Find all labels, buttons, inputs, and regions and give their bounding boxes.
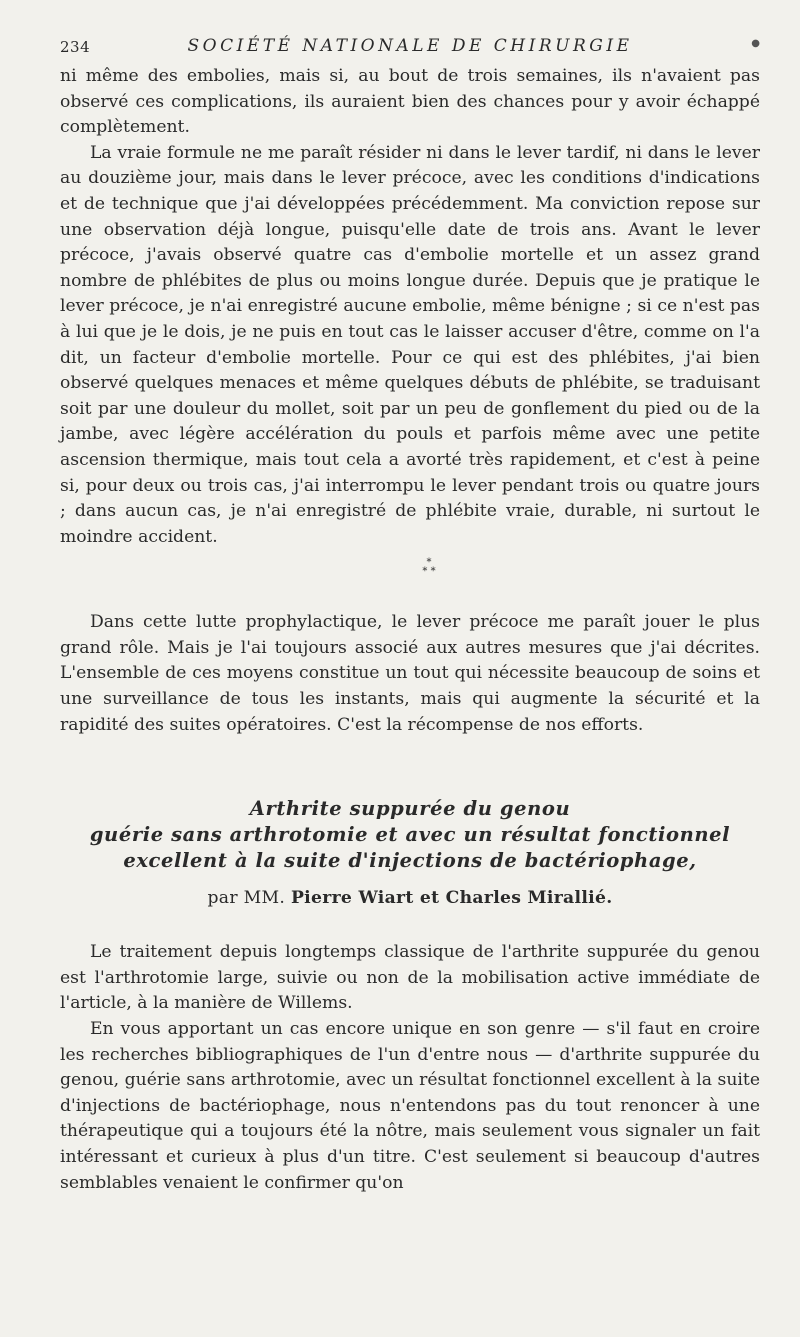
paragraph-continuation: ni même des embolies, mais si, au bout de trois semaines, ils n'avaient pas observé ces complications, ils auraient bien des chances pour y avoir échappé complètement.	[60, 66, 760, 138]
paragraph-cas-unique: En vous apportant un cas encore unique en son genre — s'il faut en croire les recherches bibliographiques de l'un d'entre nous — d'arthrite suppurée du genou, guérie sans arthrotomie, avec un résultat fonctionnel excellent à la suite d'injections de bactériophage, nous n'entendons pas du tout renoncer à une thérapeutique qui a toujours été la nôtre, mais seulement vous signaler un fait intéressant et curieux à plus d'un titre. C'est seulement si beaucoup d'autres semblables venaient le confirmer qu'on	[60, 1019, 760, 1193]
article-title-line-1: Arthrite suppurée du genou	[249, 797, 571, 821]
asterism-divider	[98, 558, 760, 576]
running-title: SOCIÉTÉ NATIONALE DE CHIRURGIE	[187, 36, 633, 56]
paragraph-lever-precoce: La vraie formule ne me paraît résider ni dans le lever tardif, ni dans le lever au douzième jour, mais dans le lever précoce, avec les conditions d'indications et de technique que j'ai développées précédemment. Ma conviction repose sur une observation déjà longue, puisqu'elle date de trois ans. Avant le lever précoce, j'avais observé quatre cas d'embolie mortelle et un assez grand nombre de phlébites de plus ou moins longue durée. Depuis que je pratique le lever précoce, je n'ai enregistré aucune embolie, même bénigne ; si ce n'est pas à lui que je le dois, je ne puis en tout cas le laisser accuser d'être, comme on l'a dit, un facteur d'embolie mortelle. Pour ce qui est des phlébites, j'ai bien observé quelques menaces et même quelques débuts de phlébite, se traduisant soit par une douleur du mollet, soit par un peu de gonflement du pied ou de la jambe, avec légère accélération du pouls et parfois même avec une petite ascension thermique, mais tout cela a avorté très rapidement, et c'est à peine si, pour deux ou trois cas, j'ai interrompu le lever pendant trois ou quatre jours ; dans aucun cas, je n'ai enregistré de phlébite vraie, durable, ni surtout le moindre accident.	[60, 142, 760, 547]
print-mark: ●	[751, 38, 760, 49]
asterism-bottom: * *	[422, 566, 436, 578]
article-title-line-2: guérie sans arthrotomie et avec un résultat fonctionnel	[89, 823, 731, 847]
page-header	[60, 34, 760, 64]
asterism-top: *	[426, 557, 432, 569]
article-title-line-3: excellent à la suite d'injections de bactériophage,	[123, 849, 697, 873]
authors-names: Pierre Wiart et Charles Mirallié.	[290, 888, 613, 909]
paragraph-traitement: Le traitement depuis longtemps classique de l'arthrite suppurée du genou est l'arthrotomie large, suivie ou non de la mobilisation active immédiate de l'article, à la manière de Willems.	[60, 942, 760, 1014]
page-number: 234	[60, 38, 91, 56]
paragraph-conclusion: Dans cette lutte prophylactique, le lever précoce me paraît jouer le plus grand rôle. Mais je l'ai toujours associé aux autres mesures que j'ai décrites. L'ensemble de ces moyens constitue un tout qui nécessite beaucoup de soins et une surveillance de tous les instants, mais qui augmente la sécurité et la rapidité des suites opératoires. C'est la récompense de nos efforts.	[60, 612, 760, 735]
article-title	[60, 796, 760, 874]
article-body	[60, 940, 760, 1196]
page	[60, 34, 760, 1196]
authors-prefix: par MM.	[207, 888, 286, 909]
article-authors	[60, 888, 760, 908]
